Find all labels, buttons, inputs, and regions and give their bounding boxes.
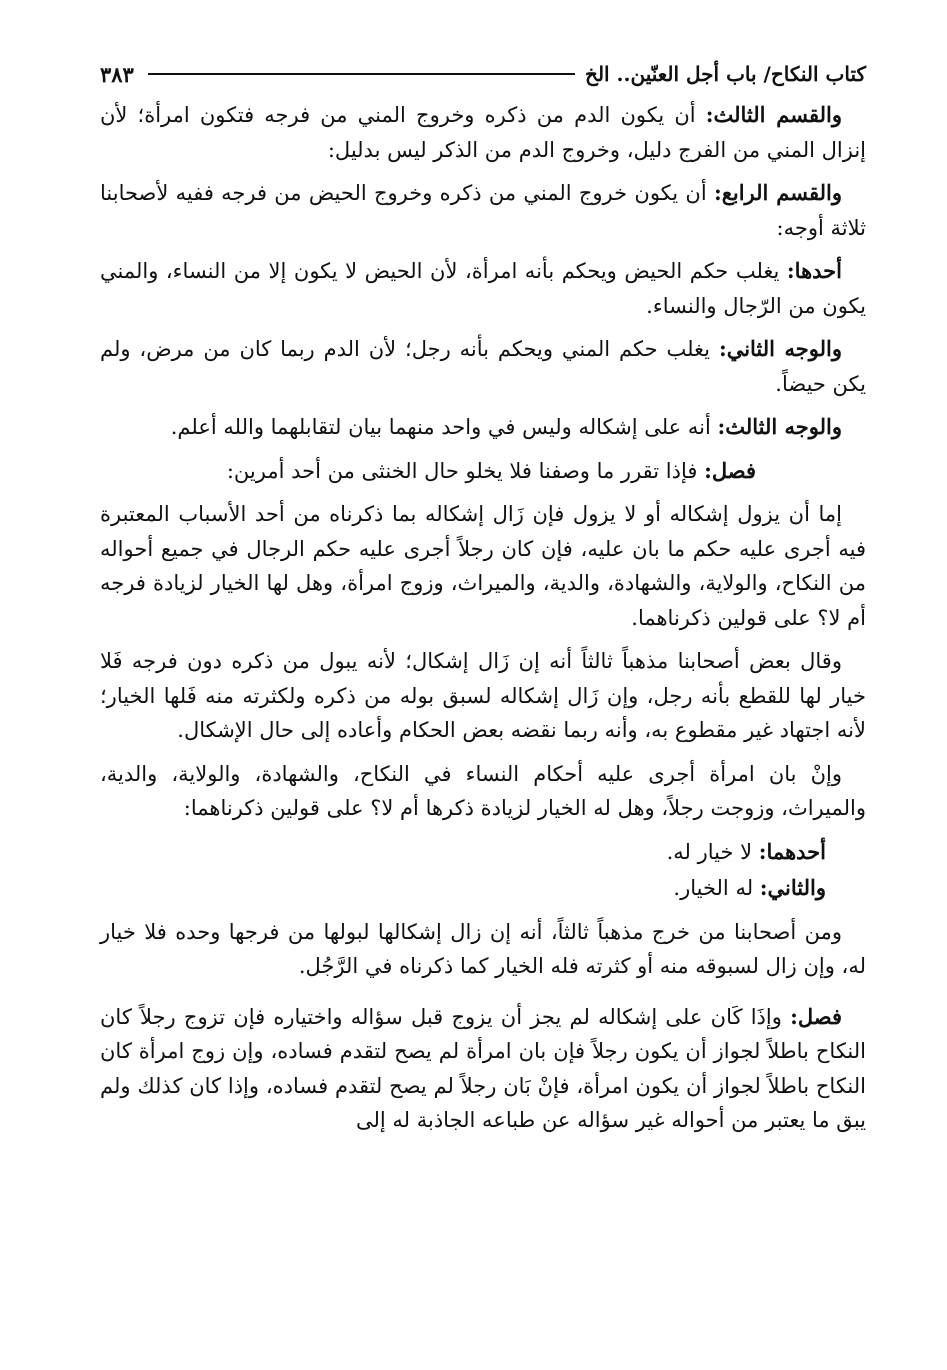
list-item-first — [100, 835, 826, 870]
paragraph-text: لا خيار له. — [666, 839, 759, 864]
paragraph-third-opinion — [100, 644, 866, 748]
paragraph-text: فإذا تقرر ما وصفنا فلا يخلو حال الخنثى من أحد أمرين: — [226, 458, 705, 483]
paragraph-text: وإنْ بان امرأة أجرى عليه أحكام النساء في النكاح، والشهادة، والولاية، والدية، والميراث، وزوجت رجلاً، وهل له الخيار لزيادة ذكرها أم لا؟ على قولين ذكرناهما: — [100, 761, 866, 820]
paragraph-text: له الخيار. — [673, 876, 760, 900]
paragraph-text: يغلب حكم المني ويحكم بأنه رجل؛ لأن الدم ربما كان من مرض، ولم يكن حيضاً. — [100, 337, 866, 396]
paragraph-text: وإذَا كَان على إشكاله لم يجز أن يزوج قبل سؤاله واختياره فإن تزوج رجلاً كان النكاح باطلاً لجواز أن يكون رجلاً فإن بان امرأة لم يصح لتقدم فساده، وإن زوج امرأة كان النكاح باطلاً لجواز أن يكون امرأة، فإنْ بَان رجلاً لم يصح لتقدم فساده، وإذا كان كذلك ولم يبق ما يعتبر من أحواله غير سؤاله عن طباعه الجاذبة له إلى — [100, 1004, 866, 1132]
running-header — [100, 56, 866, 92]
paragraph-text: ومن أصحابنا من خرج مذهباً ثالثاً، أنه إن زال إشكالها لبولها من فرجها وحده فلا خيار له، وإن زال لسبوقه منه أو كثرته فله الخيار كما ذكرناه في الرَّجُل. — [100, 919, 866, 978]
paragraph-lead: فصل: — [790, 1003, 842, 1029]
paragraph-third-view — [100, 410, 866, 445]
paragraph-lead: فصل: — [704, 457, 756, 483]
paragraph-text: وقال بعض أصحابنا مذهباً ثالثاً أنه إن زَال إشكال؛ لأنه يبول من ذكره دون فرجه فَلا خيار لها للقطع بأنه رجل، وإن زَال إشكاله لسبق بوله من ذكره ولكثرته منه فَلها الخيار؛ لأنه اجتهاد غير مقطوع به، وأنه ربما نقضه بعض الحكام وأعاده إلى حال الإشكال. — [100, 649, 866, 742]
paragraph-lead: والقسم الرابع: — [713, 180, 842, 205]
paragraph-text: أنه على إشكاله وليس في واحد منهما بيان لتقابلهما والله أعلم. — [170, 415, 718, 439]
paragraph-lead: والثاني: — [759, 875, 826, 900]
header-rule — [148, 73, 575, 75]
paragraph-another-opinion — [100, 915, 866, 984]
paragraph-lead: والقسم الثالث: — [705, 102, 842, 127]
paragraph-marriage-section — [100, 1000, 866, 1138]
paragraph-second-view — [100, 332, 866, 401]
header-title: كتاب النكاح/ باب أجل العنّين.. الخ — [585, 62, 866, 86]
paragraph-clarified-female — [100, 757, 866, 826]
paragraph-section-heading — [100, 454, 866, 489]
paragraph-lead: أحدهما: — [758, 838, 826, 864]
paragraph-lead: والوجه الثالث: — [717, 414, 842, 439]
paragraph-first-view — [100, 254, 866, 323]
body-text — [100, 98, 866, 1138]
page-number: ٣٨٣ — [100, 61, 134, 87]
paragraph-fourth-section — [100, 176, 866, 245]
paragraph-clarified-male — [100, 497, 866, 635]
list-item-second — [100, 871, 826, 906]
paragraph-lead: والوجه الثاني: — [718, 336, 843, 361]
paragraph-text: أن يكون خروج المني من ذكره وخروج الحيض من فرجه ففيه لأصحابنا ثلاثة أوجه: — [100, 181, 866, 240]
paragraph-third-section — [100, 98, 866, 167]
paragraph-lead: أحدها: — [786, 258, 842, 283]
book-page — [100, 56, 866, 1147]
paragraph-text: إما أن يزول إشكاله أو لا يزول فإن زَال إشكاله بما ذكرناه من أحد الأسباب المعتبرة فيه أجرى عليه حكم ما بان عليه، فإن كان رجلاً أجرى عليه حكم الرجال في جميع أحواله من النكاح، والولاية، والشهادة، والدية، والميراث، وزوج امرأة، وهل لها الخيار لزيادة فرجه أم لا؟ على قولين ذكرناهما. — [100, 502, 866, 630]
paragraph-text: أن يكون الدم من ذكره وخروج المني من فرجه فتكون امرأة؛ لأن إنزال المني من الفرج دليل، وخروج الدم من الذكر ليس بدليل: — [100, 103, 866, 162]
paragraph-text: يغلب حكم الحيض ويحكم بأنه امرأة، لأن الحيض لا يكون إلا من النساء، والمني يكون من الرّجال والنساء. — [100, 259, 866, 318]
